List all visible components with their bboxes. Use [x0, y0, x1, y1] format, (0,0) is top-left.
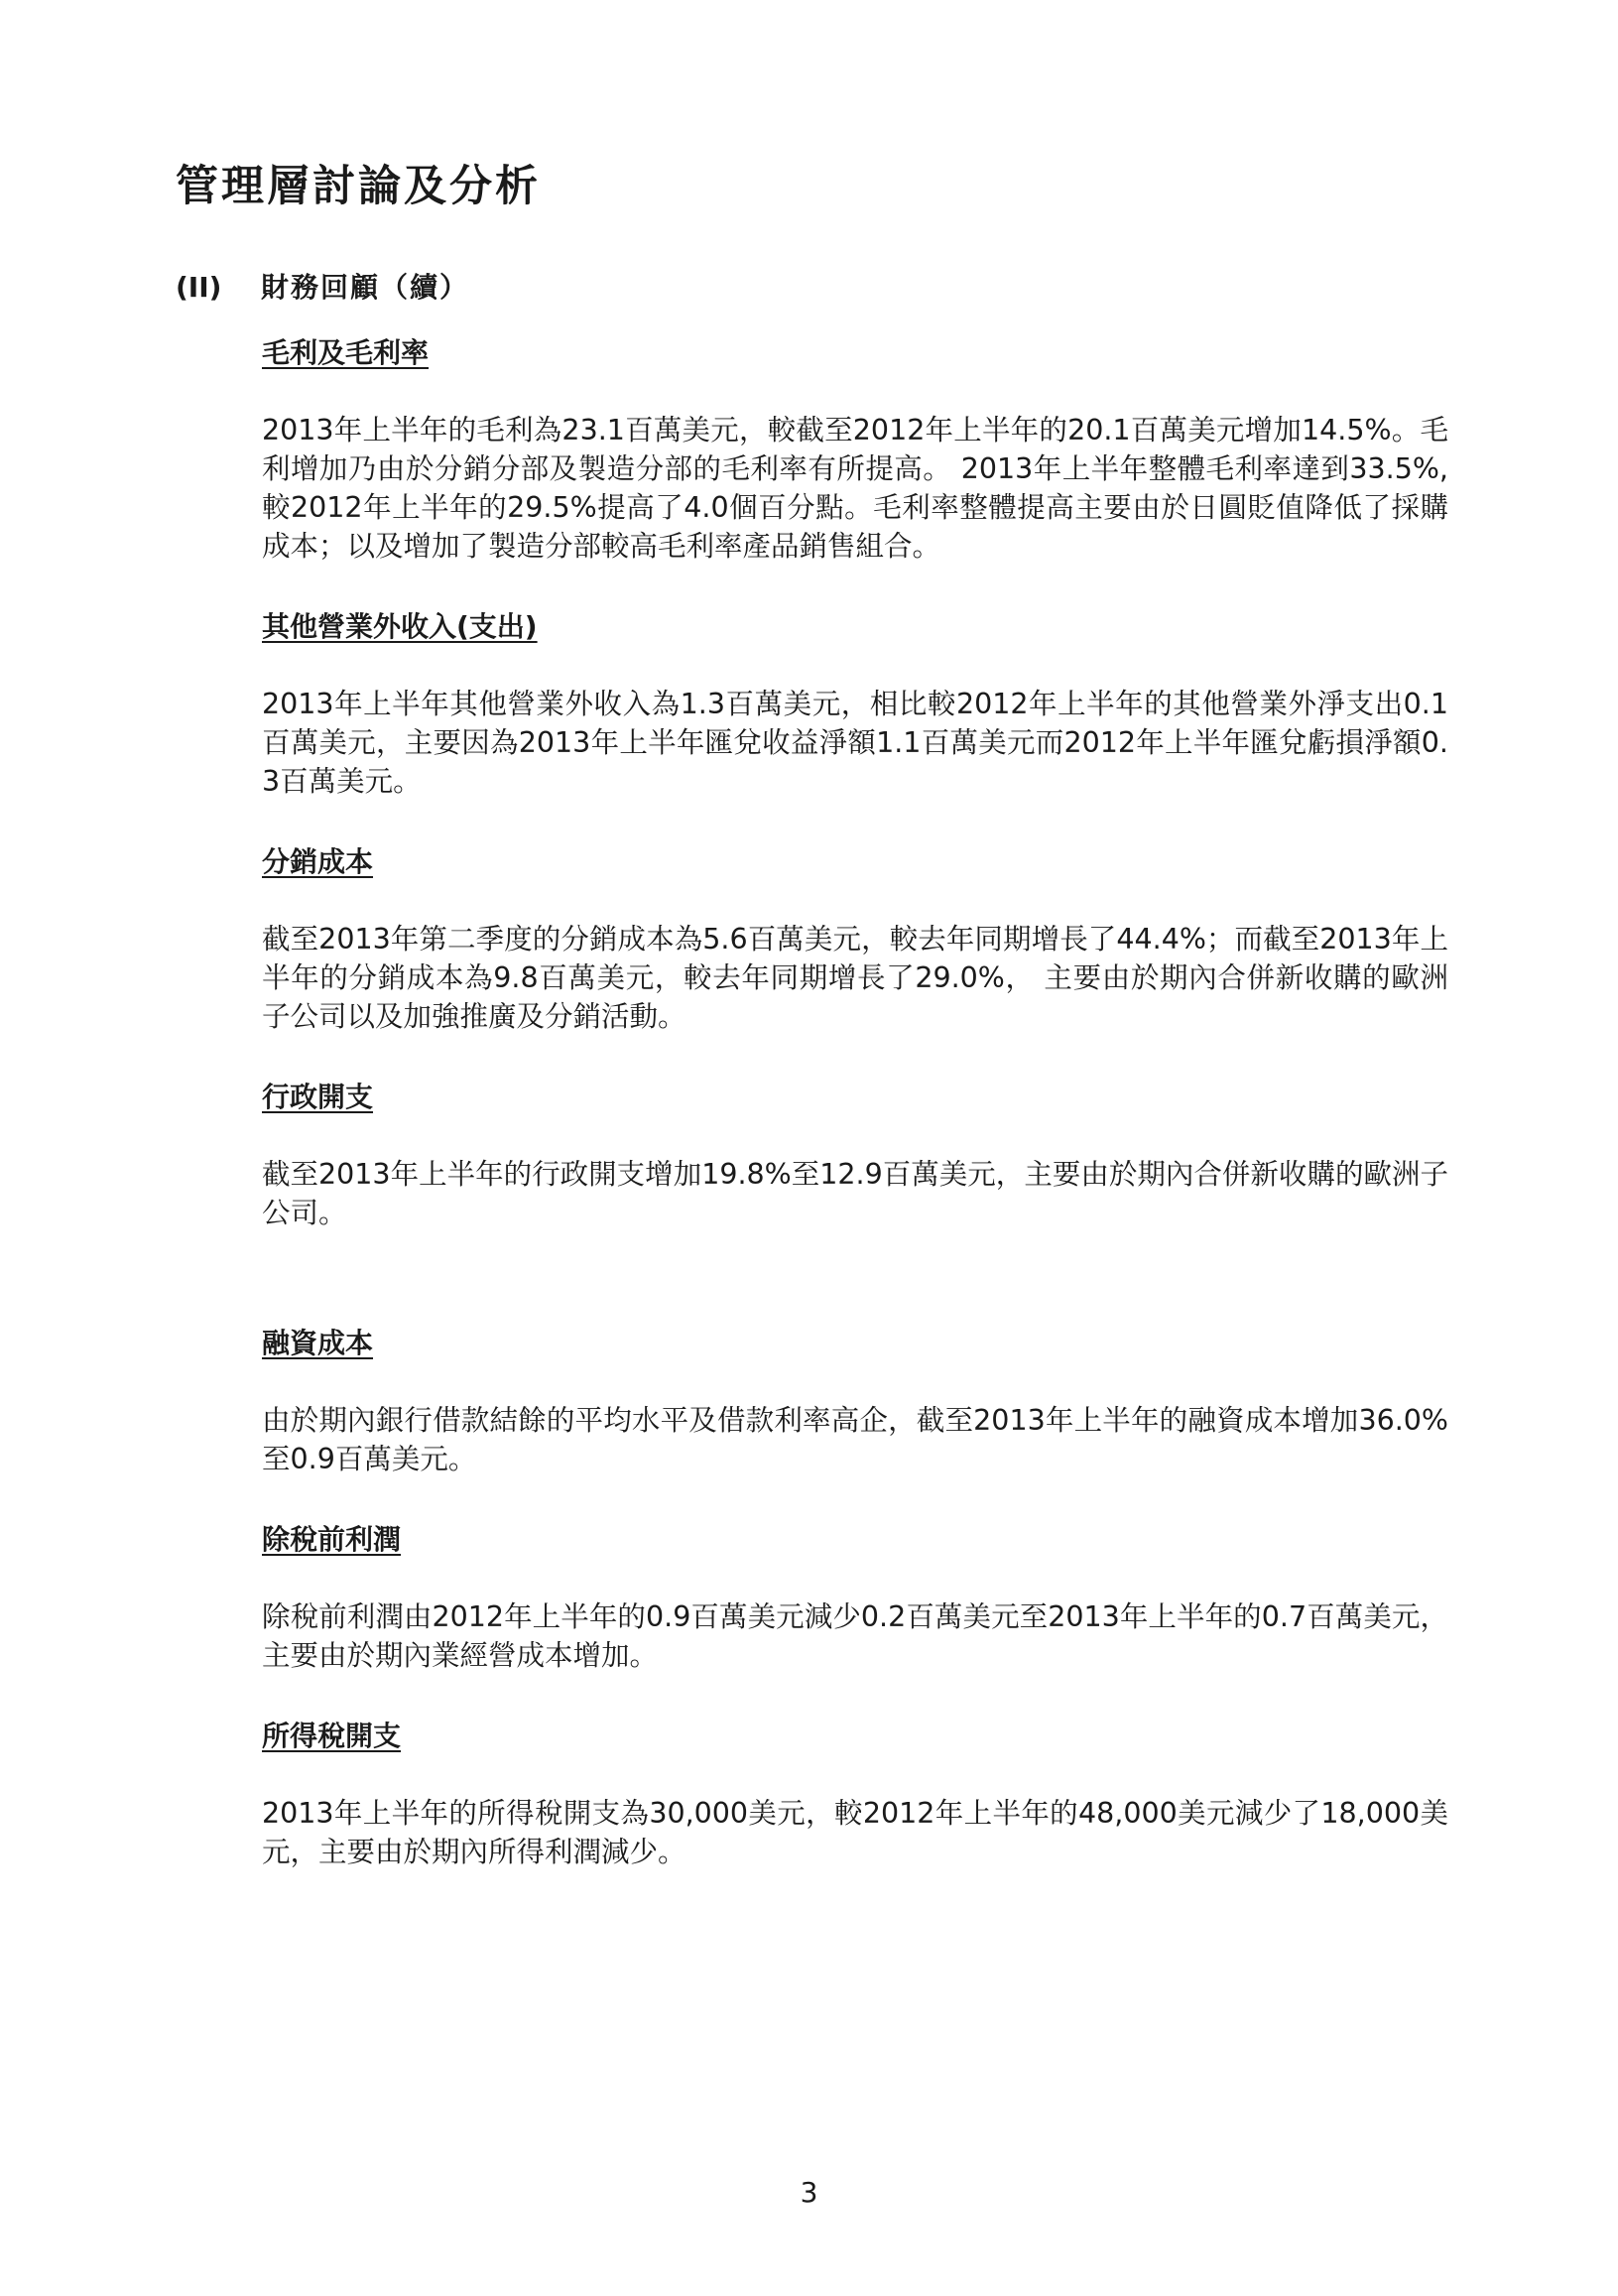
subsection-finance-costs: [262, 1324, 1448, 1478]
subsection-paragraph: 除稅前利潤由2012年上半年的0.9百萬美元減少0.2百萬美元至2013年上半年的0.7百萬美元，主要由於期內業經營成本增加。: [262, 1600, 1448, 1672]
subsection-heading: 分銷成本: [262, 845, 374, 878]
subsection-income-tax: [262, 1717, 1448, 1871]
subsection-paragraph: 截至2013年上半年的行政開支增加19.8%至12.9百萬美元，主要由於期內合併新收購的歐洲子公司。: [262, 1158, 1448, 1229]
subsection-profit-before-tax: [262, 1520, 1448, 1675]
subsection-paragraph: 由於期內銀行借款結餘的平均水平及借款利率高企，截至2013年上半年的融資成本增加36.0%至0.9百萬美元。: [262, 1404, 1448, 1475]
section-content: [262, 333, 1448, 1871]
subsection-paragraph: 2013年上半年的所得稅開支為30,000美元，較2012年上半年的48,000美元減少了18,000美元，主要由於期內所得利潤減少。: [262, 1797, 1448, 1868]
subsection-heading: 除稅前利潤: [262, 1523, 402, 1556]
subsection-other-income: [262, 607, 1448, 801]
subsection-heading: 行政開支: [262, 1081, 374, 1113]
subsection-heading: 毛利及毛利率: [262, 336, 430, 369]
section-label: 財務回顧（續）: [261, 271, 470, 304]
subsection-gross-profit: [262, 333, 1448, 566]
page-number: 3: [800, 2176, 818, 2209]
page-title: 管理層討論及分析: [176, 162, 541, 211]
subsection-admin-expenses: [262, 1078, 1448, 1232]
section-number: (II): [176, 271, 222, 304]
subsection-heading: 其他營業外收入(支出): [262, 610, 538, 643]
subsection-heading: 融資成本: [262, 1327, 374, 1359]
subsection-heading: 所得稅開支: [262, 1720, 402, 1752]
subsection-paragraph: 2013年上半年的毛利為23.1百萬美元，較截至2012年上半年的20.1百萬美元增加14.5%。毛利增加乃由於分銷分部及製造分部的毛利率有所提高。 2013年上半年整體毛利率達到33.5%,較2012年上半年的29.5%提高了4.0個百分點。毛利率整體提高主要由於日圓貶值降低了採購成本；以及增加了製造分部較高毛利率產品銷售組合。: [262, 414, 1448, 563]
subsection-distribution-costs: [262, 842, 1448, 1036]
subsection-paragraph: 截至2013年第二季度的分銷成本為5.6百萬美元，較去年同期增長了44.4%；而截至2013年上半年的分銷成本為9.8百萬美元，較去年同期增長了29.0%， 主要由於期內合併新收購的歐洲子公司以及加強推廣及分銷活動。: [262, 923, 1448, 1033]
subsection-paragraph: 2013年上半年其他營業外收入為1.3百萬美元，相比較2012年上半年的其他營業外淨支出0.1百萬美元，主要因為2013年上半年匯兌收益淨額1.1百萬美元而2012年上半年匯兌虧損淨額0.3百萬美元。: [262, 688, 1448, 798]
